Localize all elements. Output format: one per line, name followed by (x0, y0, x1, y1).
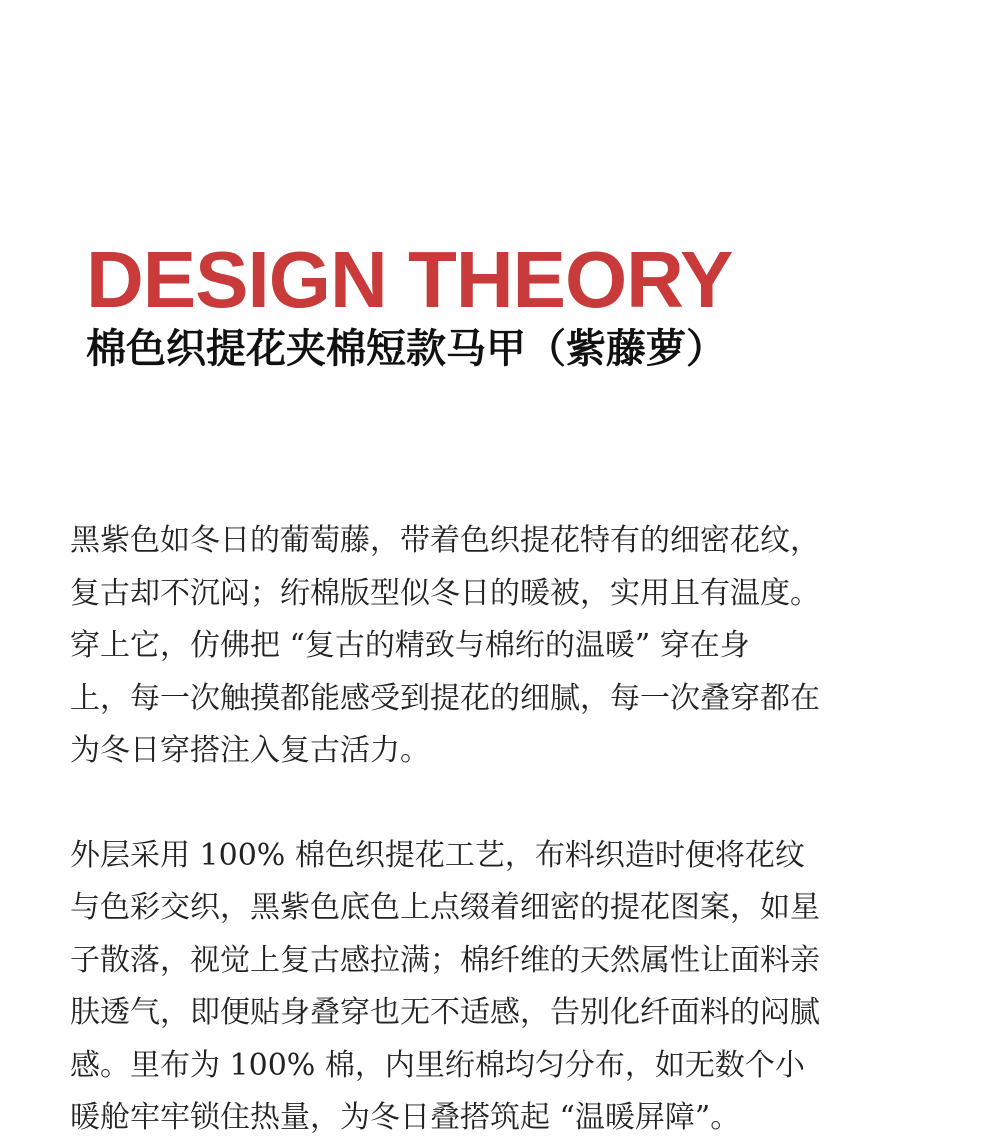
header (86, 236, 926, 374)
body-text (70, 515, 930, 1145)
paragraph-line: 外层采用 100% 棉色织提花工艺，布料织造时便将花纹 (70, 837, 805, 873)
paragraph-line: 为冬日穿搭注入复古活力。 (70, 733, 430, 768)
paragraph-line: 穿上它，仿佛把 “复古的精致与棉绗的温暖” 穿在身 (70, 628, 750, 663)
page-title-cn: 棉色织提花夹棉短款马甲（紫藤萝） (86, 326, 726, 372)
paragraph-line: 暖舱牢牢锁住热量，为冬日叠搭筑起 “温暖屏障”。 (70, 1100, 741, 1135)
paragraph-line: 肤透气，即便贴身叠穿也无不适感，告别化纤面料的闷腻 (70, 995, 820, 1030)
paragraph-1 (70, 515, 930, 778)
paragraph-gap (70, 778, 930, 830)
paragraph-line: 与色彩交织，黑紫色底色上点缀着细密的提花图案，如星 (70, 890, 820, 925)
paragraph-line: 子散落，视觉上复古感拉满；棉纤维的天然属性让面料亲 (70, 942, 820, 978)
paragraph-line: 感。里布为 100% 棉，内里绗棉均匀分布，如无数个小 (70, 1047, 805, 1083)
paragraph-line: 黑紫色如冬日的葡萄藤，带着色织提花特有的细密花纹， (70, 523, 820, 558)
paragraph-line: 复古却不沉闷；绗棉版型似冬日的暖被，实用且有温度。 (70, 575, 820, 611)
page-title-en: DESIGN THEORY (86, 235, 733, 324)
paragraph-line: 上，每一次触摸都能感受到提花的细腻，每一次叠穿都在 (70, 680, 820, 716)
paragraph-2 (70, 830, 930, 1145)
